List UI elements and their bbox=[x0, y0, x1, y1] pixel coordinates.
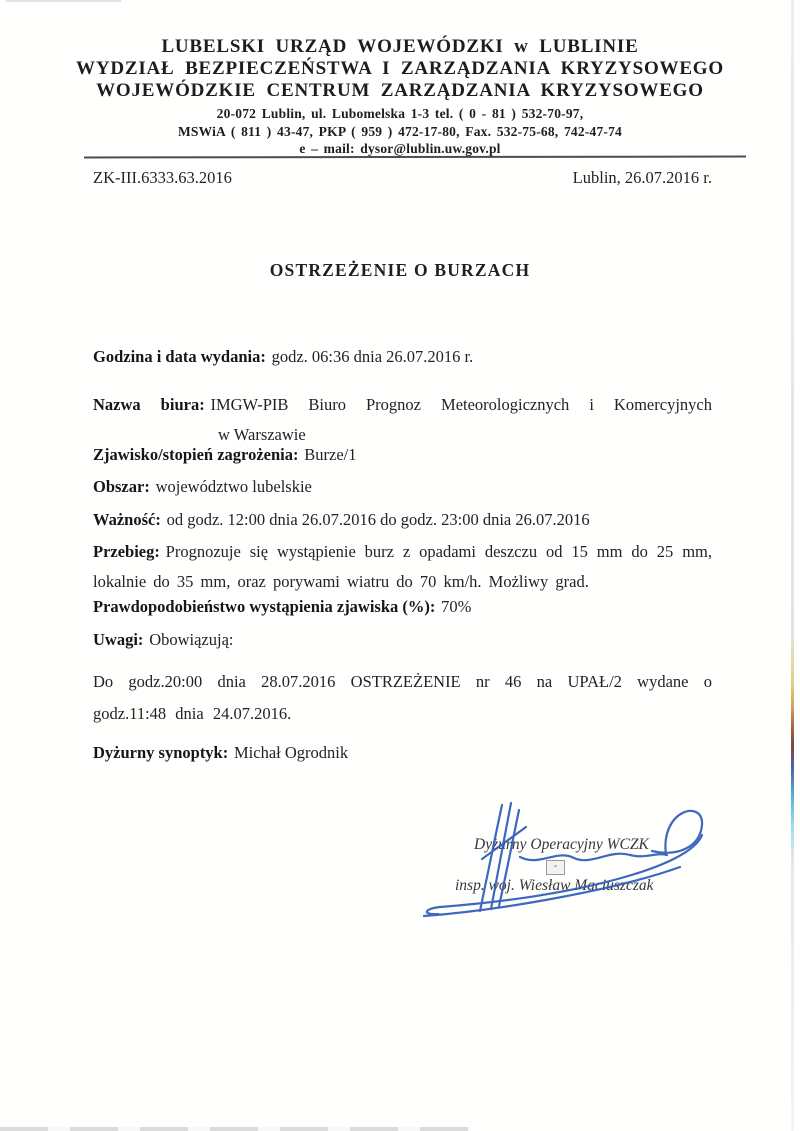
field-issued bbox=[93, 342, 712, 372]
phones-line: MSWiA ( 811 ) 43-47, PKP ( 959 ) 472-17-80, Fax. 532-75-68, 742-47-74 bbox=[177, 123, 622, 139]
top-edge-scan-artifact bbox=[6, 0, 121, 2]
field-office-label: Nazwa biura: bbox=[93, 395, 205, 414]
case-number: ZK-III.6333.63.2016 bbox=[93, 168, 232, 187]
field-office-line1 bbox=[93, 390, 712, 420]
reference-row bbox=[93, 166, 712, 190]
field-office-line2: w Warszawie bbox=[218, 425, 306, 444]
field-synoptic-value: Michał Ogrodnik bbox=[234, 743, 349, 762]
field-course-value: Prognozuje się wystąpienie burz z opadami deszczu od 15 mm do 25 mm, lokalnie do 35 mm, oraz porywami wiatru do 70 km/h. Możliwy grad. bbox=[93, 542, 712, 591]
document-title: OSTRZEŻENIE O BURZACH bbox=[269, 260, 531, 280]
org-name-line3: WOJEWÓDZKIE CENTRUM ZARZĄDZANIA KRYZYSOWEGO bbox=[96, 80, 704, 101]
bottom-edge-scan-artifact bbox=[0, 1127, 470, 1131]
letterhead-divider bbox=[84, 156, 746, 159]
field-remarks-value: Obowiązują: bbox=[149, 630, 234, 649]
field-phenomenon bbox=[93, 440, 712, 470]
field-area-value: województwo lubelskie bbox=[155, 477, 312, 496]
right-edge-scan-artifact bbox=[791, 0, 794, 1131]
field-synoptic bbox=[93, 738, 712, 768]
field-phenomenon-label: Zjawisko/stopień zagrożenia: bbox=[93, 445, 299, 464]
field-probability-value: 70% bbox=[441, 597, 472, 616]
note-paragraph: Do godz.20:00 dnia 28.07.2016 OSTRZEŻENIE nr 46 na UPAŁ/2 wydane o godz.11:48 dnia 24.07.2016. bbox=[93, 672, 712, 723]
field-validity bbox=[93, 505, 712, 535]
field-validity-label: Ważność: bbox=[93, 510, 161, 529]
email-line: e – mail: dysor@lublin.uw.gov.pl bbox=[299, 141, 501, 156]
org-name-line1: LUBELSKI URZĄD WOJEWÓDZKI w LUBLINIE bbox=[161, 36, 639, 57]
field-validity-value: od godz. 12:00 dnia 26.07.2016 do godz. 23:00 dnia 26.07.2016 bbox=[166, 510, 590, 529]
letterhead bbox=[0, 36, 800, 158]
field-remarks bbox=[93, 625, 712, 655]
field-issued-value: godz. 06:36 dnia 26.07.2016 r. bbox=[271, 347, 474, 366]
field-course bbox=[93, 537, 712, 597]
place-and-date: Lublin, 26.07.2016 r. bbox=[572, 168, 712, 187]
field-probability bbox=[93, 592, 712, 622]
field-issued-label: Godzina i data wydania: bbox=[93, 347, 266, 366]
field-remarks-label: Uwagi: bbox=[93, 630, 144, 649]
address-line: 20-072 Lublin, ul. Lubomelska 1-3 tel. ( 0 - 81 ) 532-70-97, bbox=[216, 106, 584, 121]
org-name-line2: WYDZIAŁ BEZPIECZEŃSTWA I ZARZĄDZANIA KRYZYSOWEGO bbox=[76, 58, 724, 79]
signature-signer: insp. woj. Wiesław Maciuszczak bbox=[455, 877, 654, 894]
field-probability-label: Prawdopodobieństwo wystąpienia zjawiska (%): bbox=[93, 597, 436, 616]
field-course-label: Przebieg: bbox=[93, 542, 160, 561]
field-area-label: Obszar: bbox=[93, 477, 150, 496]
signature-role: Dyżurny Operacyjny WCZK bbox=[474, 836, 649, 853]
signature-placeholder-mark: - bbox=[546, 860, 565, 875]
field-office-value: IMGW-PIB Biuro Prognoz Meteorologicznych i Komercyjnych bbox=[210, 395, 712, 414]
field-area bbox=[93, 472, 712, 502]
field-phenomenon-value: Burze/1 bbox=[304, 445, 357, 464]
handwritten-signature bbox=[414, 797, 719, 925]
field-synoptic-label: Dyżurny synoptyk: bbox=[93, 743, 229, 762]
